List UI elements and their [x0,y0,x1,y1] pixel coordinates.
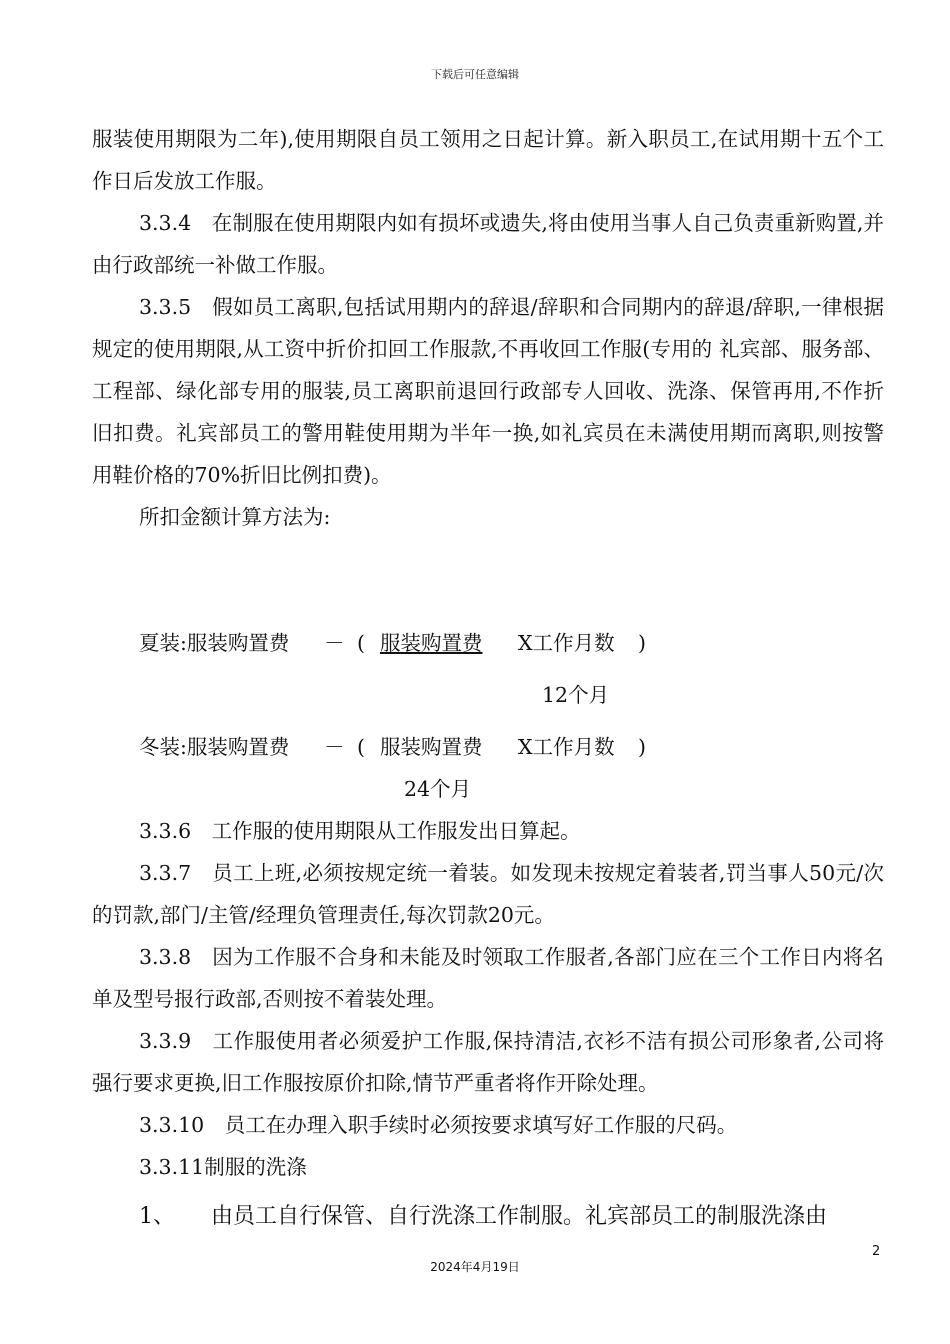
page-header: 下载后可任意编辑 [431,68,519,81]
formula-winter-numerator: 服装购置费 [380,735,483,759]
list-item-1 [92,1196,884,1238]
formula-summer [92,622,884,664]
formula-summer-label: 夏装:服装购置费 [139,631,290,655]
paragraph-3-3-9: 3.3.9 工作服使用者必须爱护工作服,保持清洁,衣衫不洁有损公司形象者,公司将强行要求更换,旧工作服按原价扣除,情节严重者将作开除处理。 [92,1029,884,1095]
paragraph-3-3-7: 3.3.7 员工上班,必须按规定统一着装。如发现未按规定着装者,罚当事人50元/次的罚款,部门/主管/经理负管理责任,每次罚款20元。 [92,861,884,927]
paragraph-3-3-11: 3.3.11制服的洗涤 [139,1155,307,1179]
paragraph-3-3-10: 3.3.10 员工在办理入职手续时必须按要求填写好工作服的尺码。 [139,1113,738,1137]
formula-winter-open: ( [357,735,365,759]
page-footer-date: 2024年4月19日 [430,1260,520,1274]
formula-summer-minus: － [324,631,345,655]
formula-summer-denominator-row [92,674,884,716]
formula-summer-numerator: 服装购置费 [380,631,483,655]
formula-summer-close: ) [638,631,646,655]
formula-summer-denominator: 12个月 [542,683,610,707]
formula-winter-label: 冬装:服装购置费 [139,735,290,759]
formula-winter-denominator: 24个月 [404,777,472,801]
formula-winter [92,726,884,768]
formula-winter-denominator-row [92,768,884,810]
document-body [92,118,884,1238]
paragraph-3-3-8: 3.3.8 因为工作服不合身和未能及时领取工作服者,各部门应在三个工作日内将名单及型号报行政部,否则按不着装处理。 [92,945,884,1011]
paragraph-3-3-6: 3.3.6 工作服的使用期限从工作服发出日算起。 [139,819,581,843]
formula-summer-open: ( [357,631,365,655]
paragraph-calc-intro: 所扣金额计算方法为: [139,505,331,529]
paragraph-3-3-4: 3.3.4 在制服在使用期限内如有损坏或遗失,将由使用当事人自己负责重新购置,并由行政部统一补做工作服。 [92,211,884,277]
paragraph-usage-period: 服装使用期限为二年),使用期限自员工领用之日起计算。新入职员工,在试用期十五个工作日后发放工作服。 [92,127,884,193]
page-number: 2 [872,1244,881,1259]
formula-winter-close: ) [638,735,646,759]
spacer [92,538,884,622]
list-item-1-text: 由员工自行保管、自行洗涤工作制服。礼宾部员工的制服洗涤由 [211,1204,828,1229]
paragraph-3-3-5: 3.3.5 假如员工离职,包括试用期内的辞退/辞职和合同期内的辞退/辞职,一律根据规定的使用期限,从工资中折价扣回工作服款,不再收回工作服(专用的 礼宾部、服务部、工程部、绿化部专用的服装,员工离职前退回行政部专人回收、洗涤、保管再用,不作折旧扣费。礼宾部员工的警用鞋使用期为半年一换,如礼宾员在未满使用期而离职,则按警用鞋价格的70%折旧比例扣费)。 [92,295,884,487]
formula-winter-multiplier: X工作月数 [518,735,615,759]
list-item-1-number: 1、 [139,1204,175,1229]
formula-summer-multiplier: X工作月数 [518,631,615,655]
formula-winter-minus: － [324,735,345,759]
